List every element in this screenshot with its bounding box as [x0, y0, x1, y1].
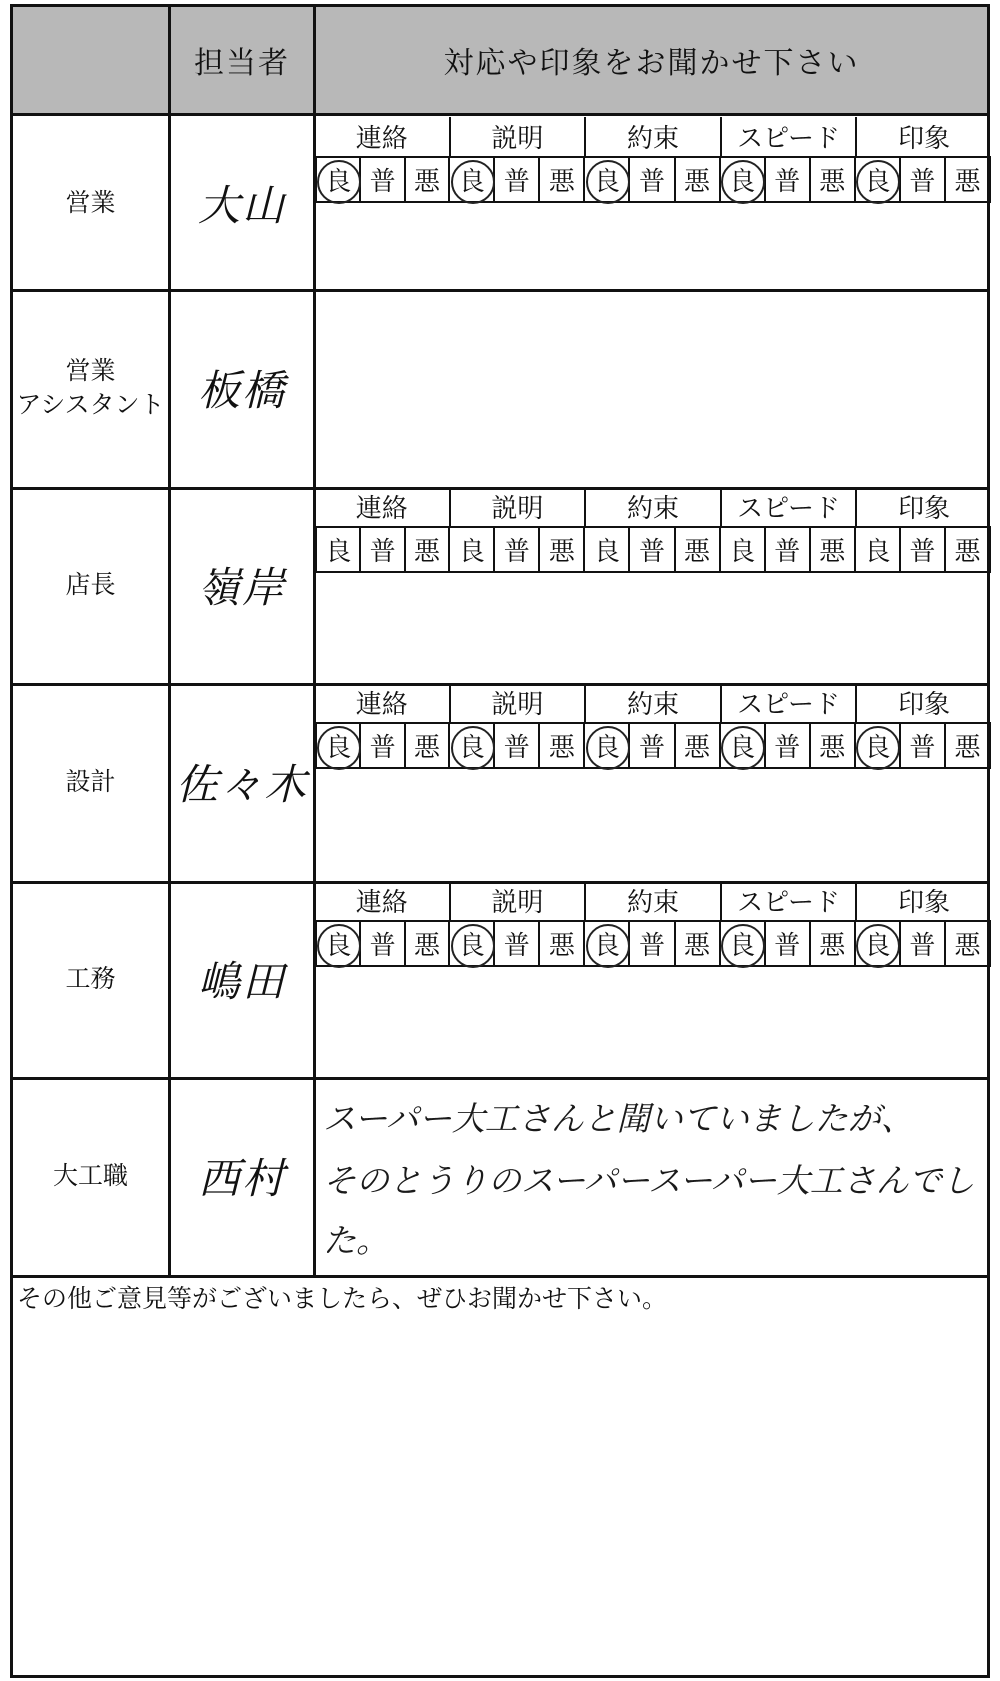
survey-sheet [10, 4, 990, 1678]
rating-category: スピード [722, 487, 858, 526]
role-label: 設計 [65, 767, 116, 797]
rating-option-circled[interactable]: 良 [856, 922, 901, 965]
rating-option[interactable]: 悪 [946, 724, 991, 767]
rating-option[interactable]: 普 [766, 528, 811, 571]
person-name: 西村 [197, 1154, 286, 1203]
rating-option[interactable]: 普 [630, 922, 675, 965]
rating-option[interactable]: 良 [721, 528, 766, 571]
rating-group [721, 922, 856, 965]
rating-option[interactable]: 普 [630, 724, 675, 767]
rating-option[interactable]: 悪 [406, 528, 450, 571]
rating-group [450, 922, 585, 965]
rating-category-row [315, 117, 991, 158]
person-name: 嶺岸 [197, 563, 286, 612]
rating-group [856, 724, 991, 767]
rating-category: スピード [722, 683, 858, 722]
rating-group [315, 528, 450, 571]
rating-block [315, 683, 991, 769]
rating-group [856, 528, 991, 571]
rating-category-row [315, 683, 991, 724]
rating-option-circled[interactable]: 良 [721, 158, 766, 201]
rating-option[interactable]: 悪 [406, 922, 450, 965]
rating-option-circled[interactable]: 良 [585, 158, 630, 201]
rating-option[interactable]: 悪 [540, 528, 585, 571]
rating-option[interactable]: 普 [766, 724, 811, 767]
role-label: 営業 アシスタント [16, 356, 165, 419]
rating-option[interactable]: 悪 [676, 922, 721, 965]
rating-option-circled[interactable]: 良 [450, 724, 495, 767]
rating-group [315, 724, 450, 767]
rating-group [450, 724, 585, 767]
rating-group [721, 528, 856, 571]
handwritten-comment-line: スーパー大工さんと聞いていましたが、 [323, 1099, 914, 1138]
other-comments-label: その他ご意見等がございましたら、ぜひお聞かせ下さい。 [17, 1284, 668, 1313]
rating-group [450, 158, 585, 201]
rating-group [721, 724, 856, 767]
rating-category: 約束 [586, 881, 722, 920]
row-divider [13, 1275, 987, 1278]
rating-option[interactable]: 普 [630, 528, 675, 571]
rating-option[interactable]: 普 [630, 158, 675, 201]
rating-option[interactable]: 悪 [540, 922, 585, 965]
role-label: 営業 [65, 188, 116, 218]
rating-option[interactable]: 悪 [811, 158, 856, 201]
rating-option-circled[interactable]: 良 [585, 922, 630, 965]
rating-option-circled[interactable]: 良 [315, 922, 361, 965]
rating-option[interactable]: 普 [766, 158, 811, 201]
rating-option-row [315, 724, 991, 769]
rating-option[interactable]: 普 [361, 158, 405, 201]
rating-category: 説明 [451, 683, 587, 722]
header-corner [13, 7, 168, 113]
rating-option-circled[interactable]: 良 [315, 724, 361, 767]
rating-category: 約束 [586, 487, 722, 526]
rating-option-circled[interactable]: 良 [315, 158, 361, 201]
rating-option-row [315, 922, 991, 967]
rating-option[interactable]: 良 [856, 528, 901, 571]
rating-option[interactable]: 悪 [540, 724, 585, 767]
rating-category: スピード [722, 117, 858, 156]
rating-category: 連絡 [315, 683, 451, 722]
rating-category-row [315, 881, 991, 922]
rating-group [585, 528, 720, 571]
rating-option[interactable]: 普 [901, 724, 946, 767]
rating-block [315, 881, 991, 967]
person-name: 板橋 [197, 366, 286, 415]
rating-option-row [315, 158, 991, 203]
rating-category: 説明 [451, 117, 587, 156]
rating-option[interactable]: 良 [315, 528, 361, 571]
role-label: 大工職 [52, 1161, 128, 1191]
rating-option[interactable]: 悪 [946, 922, 991, 965]
rating-group [856, 158, 991, 201]
rating-category: 説明 [451, 487, 587, 526]
person-name: 佐々木 [175, 760, 308, 809]
rating-option[interactable]: 悪 [946, 528, 991, 571]
rating-option[interactable]: 普 [495, 922, 540, 965]
rating-option[interactable]: 普 [901, 158, 946, 201]
rating-group [856, 922, 991, 965]
role-label: 工務 [65, 964, 116, 994]
header-feedback: 対応や印象をお聞かせ下さい [316, 7, 987, 113]
rating-group [585, 724, 720, 767]
rating-option[interactable]: 普 [901, 922, 946, 965]
rating-option[interactable]: 良 [450, 528, 495, 571]
rating-option-circled[interactable]: 良 [450, 922, 495, 965]
rating-option-circled[interactable]: 良 [856, 158, 901, 201]
handwritten-comment-line: そのとうりのスーパースーパー大工さんでした。 [323, 1161, 975, 1260]
rating-option[interactable]: 悪 [540, 158, 585, 201]
role-label: 店長 [65, 570, 116, 600]
rating-category: 印象 [898, 124, 951, 154]
rating-option[interactable]: 普 [361, 528, 405, 571]
rating-group [450, 528, 585, 571]
rating-block [315, 117, 991, 203]
header-divider [13, 113, 987, 116]
rating-category: 約束 [586, 683, 722, 722]
rating-option[interactable]: 悪 [406, 158, 450, 201]
rating-group [721, 158, 856, 201]
rating-option[interactable]: 悪 [811, 922, 856, 965]
rating-category-row [315, 487, 991, 528]
rating-option-circled[interactable]: 良 [856, 724, 901, 767]
rating-option[interactable]: 悪 [946, 158, 991, 201]
rating-block [315, 487, 991, 573]
rating-option[interactable]: 悪 [811, 724, 856, 767]
rating-option[interactable]: 普 [361, 724, 405, 767]
rating-category: 連絡 [315, 117, 451, 156]
rating-option-circled[interactable]: 良 [721, 724, 766, 767]
rating-category: 連絡 [315, 881, 451, 920]
rating-option[interactable]: 普 [361, 922, 405, 965]
rating-category: 約束 [586, 117, 722, 156]
rating-option[interactable]: 普 [766, 922, 811, 965]
rating-category: 連絡 [315, 487, 451, 526]
rating-option[interactable]: 悪 [676, 158, 721, 201]
header-person: 担当者 [171, 7, 313, 113]
rating-option[interactable]: 普 [495, 158, 540, 201]
rating-group [585, 158, 720, 201]
rating-category: 説明 [451, 881, 587, 920]
rating-option[interactable]: 悪 [406, 724, 450, 767]
rating-category: スピード [722, 881, 858, 920]
rating-option-row [315, 528, 991, 573]
rating-option[interactable]: 良 [585, 528, 630, 571]
rating-option[interactable]: 普 [495, 528, 540, 571]
rating-option[interactable]: 悪 [811, 528, 856, 571]
rating-group [315, 922, 450, 965]
rating-category: 印象 [898, 888, 951, 918]
rating-option[interactable]: 普 [495, 724, 540, 767]
person-name: 嶋田 [197, 957, 286, 1006]
other-comments-area[interactable] [17, 1317, 981, 1667]
person-name: 大山 [197, 181, 286, 230]
rating-option-circled[interactable]: 良 [721, 922, 766, 965]
rating-group [585, 922, 720, 965]
rating-option-circled[interactable]: 良 [585, 724, 630, 767]
rating-category: 印象 [898, 690, 951, 720]
rating-group [315, 158, 450, 201]
rating-option[interactable]: 悪 [676, 724, 721, 767]
rating-option-circled[interactable]: 良 [450, 158, 495, 201]
rating-category: 印象 [898, 494, 951, 524]
rating-option[interactable]: 悪 [676, 528, 721, 571]
rating-option[interactable]: 普 [901, 528, 946, 571]
